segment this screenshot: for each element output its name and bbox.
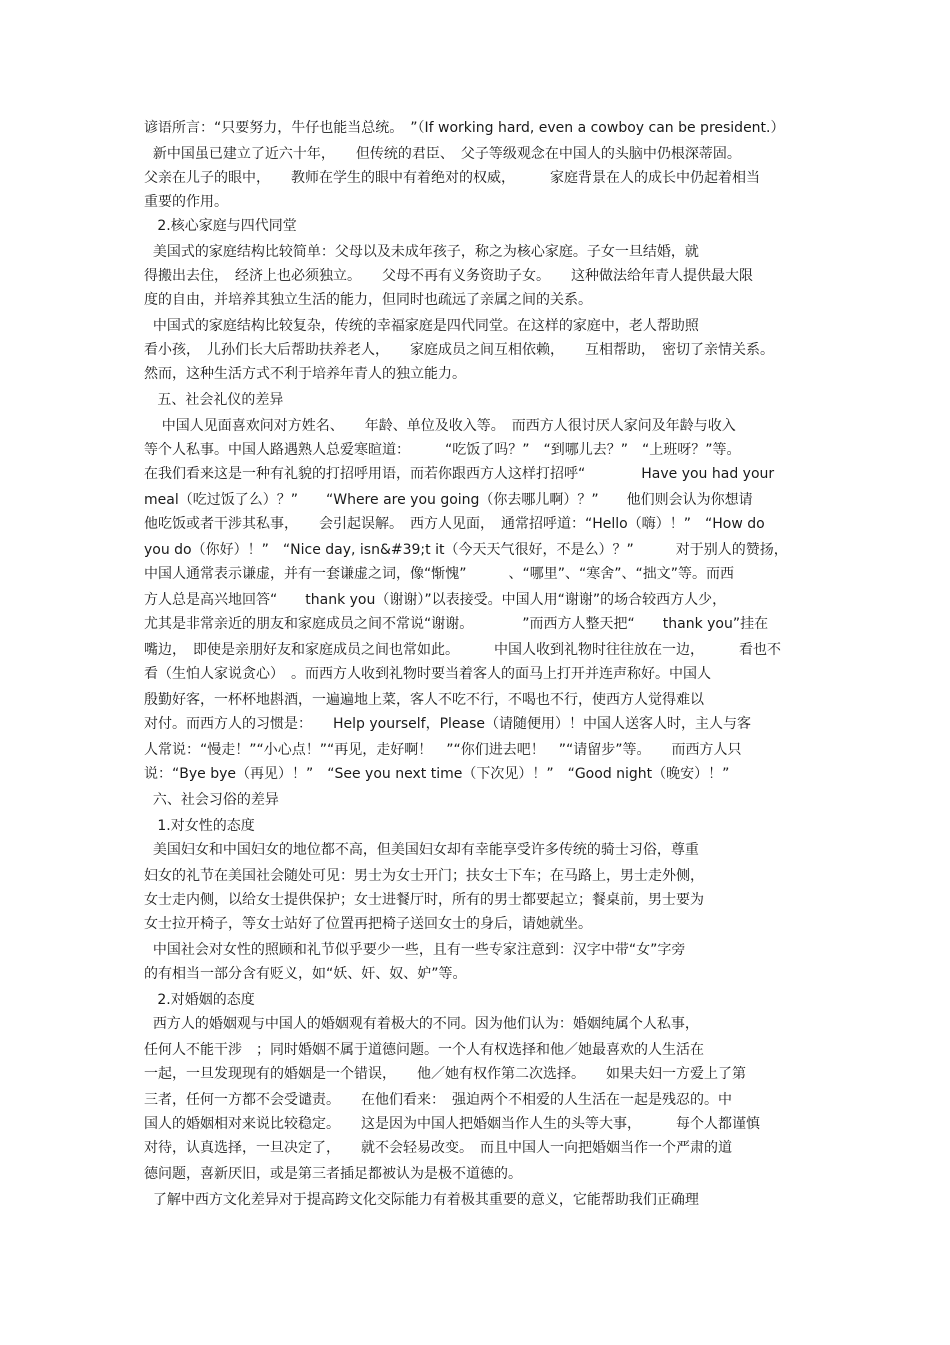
text-line: 殷勤好客，一杯杯地斟酒，一遍遍地上菜，客人不吃不行，不喝也不行，使西方人觉得难以 — [144, 692, 704, 708]
text-line: 父亲在儿子的眼中， 教师在学生的眼中有着绝对的权威， 家庭背景在人的成长中仍起着相当 — [144, 170, 760, 186]
section-heading: 六、社会习俗的差异 — [144, 792, 279, 808]
text-line: 等个人私事。中国人路遇熟人总爱寒暄道： “吃饭了吗？” “到哪儿去？” “上班呀？”等。 — [144, 442, 741, 458]
text-line: 中国人见面喜欢问对方姓名、 年龄、单位及收入等。 而西方人很讨厌人家问及年龄与收入 — [144, 418, 736, 434]
text-line: 新中国虽已建立了近六十年， 但传统的君臣、 父子等级观念在中国人的头脑中仍根深蒂固。 — [144, 146, 741, 162]
section-heading: 1.对女性的态度 — [144, 818, 255, 834]
text-line: meal（吃过饭了么）？” “Where are you going（你去哪儿啊）？” 他们则会认为你想请 — [144, 492, 753, 508]
text-line: 西方人的婚姻观与中国人的婚姻观有着极大的不同。因为他们认为：婚姻纯属个人私事， — [144, 1016, 699, 1032]
text-line: 中国式的家庭结构比较复杂，传统的幸福家庭是四代同堂。在这样的家庭中，老人帮助照 — [144, 318, 699, 334]
text-line: 得搬出去住， 经济上也必须独立。 父母不再有义务资助子女。 这种做法给年青人提供最大限 — [144, 268, 753, 284]
text-line: 美国式的家庭结构比较简单：父母以及未成年孩子，称之为核心家庭。子女一旦结婚，就 — [144, 244, 699, 260]
text-line: 方人总是高兴地回答“ thank you（谢谢）”以表接受。中国人用“谢谢”的场合较西方人少， — [144, 592, 727, 608]
section-heading: 2.对婚姻的态度 — [144, 992, 255, 1008]
text-line: 中国社会对女性的照顾和礼节似乎要少一些，且有一些专家注意到：汉字中带“女”字旁 — [144, 942, 686, 958]
text-line: 重要的作用。 — [144, 194, 228, 210]
text-line: 嘴边， 即使是亲朋好友和家庭成员之间也常如此。 中国人收到礼物时往往放在一边， 看也不 — [144, 642, 781, 658]
text-line: 他吃饭或者干涉其私事， 会引起误解。 西方人见面， 通常招呼道：“Hello（嗨）！” “How do — [144, 516, 765, 532]
text-line: 尤其是非常亲近的朋友和家庭成员之间不常说“谢谢。 ”而西方人整天把“ thank you”挂在 — [144, 616, 769, 632]
text-line: 女士拉开椅子，等女士站好了位置再把椅子送回女士的身后，请她就坐。 — [144, 916, 592, 932]
text-line: 中国人通常表示谦虚，并有一套谦虚之词，像“惭愧” 、“哪里”、“寒舍”、“拙文”等。而西 — [144, 566, 735, 582]
text-line: 了解中西方文化差异对于提高跨文化交际能力有着极其重要的意义，它能帮助我们正确理 — [144, 1192, 699, 1208]
text-line: 然而，这种生活方式不利于培养年青人的独立能力。 — [144, 366, 466, 382]
text-line: 对付。而西方人的习惯是： Help yourself，Please（请随便用）！中国人送客人时，主人与客 — [144, 716, 752, 732]
text-line: 一起，一旦发现现有的婚姻是一个错误， 他／她有权作第二次选择。 如果夫妇一方爱上了第 — [144, 1066, 746, 1082]
text-line: 德问题，喜新厌旧，或是第三者插足都被认为是极不道德的。 — [144, 1166, 522, 1182]
text-line: 对待，认真选择，一旦决定了， 就不会轻易改变。 而且中国人一向把婚姻当作一个严肃的道 — [144, 1140, 732, 1156]
text-line: 在我们看来这是一种有礼貌的打招呼用语，而若你跟西方人这样打招呼“ Have you had your — [144, 466, 775, 482]
text-line: 女士走内侧，以给女士提供保护；女士进餐厅时，所有的男士都要起立；餐桌前，男士要为 — [144, 892, 704, 908]
text-line: 人常说：“慢走！”“小心点！”“再见，走好啊！ ”“你们进去吧！ ”“请留步”等。 而西方人只 — [144, 742, 742, 758]
text-line: 度的自由，并培养其独立生活的能力，但同时也疏远了亲属之间的关系。 — [144, 292, 592, 308]
section-heading: 2.核心家庭与四代同堂 — [144, 218, 297, 234]
text-line: 美国妇女和中国妇女的地位都不高，但美国妇女却有幸能享受许多传统的骑士习俗，尊重 — [144, 842, 699, 858]
text-line: 看（生怕人家说贪心） 。而西方人收到礼物时要当着客人的面马上打开并连声称好。中国人 — [144, 666, 711, 682]
text-line: 说：“Bye bye（再见）！” “See you next time（下次见）！” “Good night（晚安）！” — [144, 766, 730, 782]
section-heading: 五、社会礼仪的差异 — [144, 392, 284, 408]
text-line: 三者，任何一方都不会受谴责。 在他们看来： 强迫两个不相爱的人生活在一起是残忍的。中 — [144, 1092, 732, 1108]
text-line: 谚语所言：“只要努力，牛仔也能当总统。 ”（If working hard, even a cowboy can be president.） — [144, 120, 785, 136]
text-line: you do（你好）！” “Nice day, isn&#39;t it（今天天气很好，不是么）？” 对于别人的赞扬， — [144, 542, 788, 558]
text-line: 看小孩， 儿孙们长大后帮助扶养老人， 家庭成员之间互相依赖， 互相帮助， 密切了亲情关系。 — [144, 342, 774, 358]
text-line: 的有相当一部分含有贬义，如“妖、奸、奴、妒”等。 — [144, 966, 467, 982]
text-line: 妇女的礼节在美国社会随处可见：男士为女士开门；扶女士下车；在马路上，男士走外侧， — [144, 868, 704, 884]
text-line: 国人的婚姻相对来说比较稳定。 这是因为中国人把婚姻当作人生的头等大事， 每个人都谨慎 — [144, 1116, 760, 1132]
text-line: 任何人不能干涉 ；同时婚姻不属于道德问题。一个人有权选择和他／她最喜欢的人生活在 — [144, 1042, 704, 1058]
